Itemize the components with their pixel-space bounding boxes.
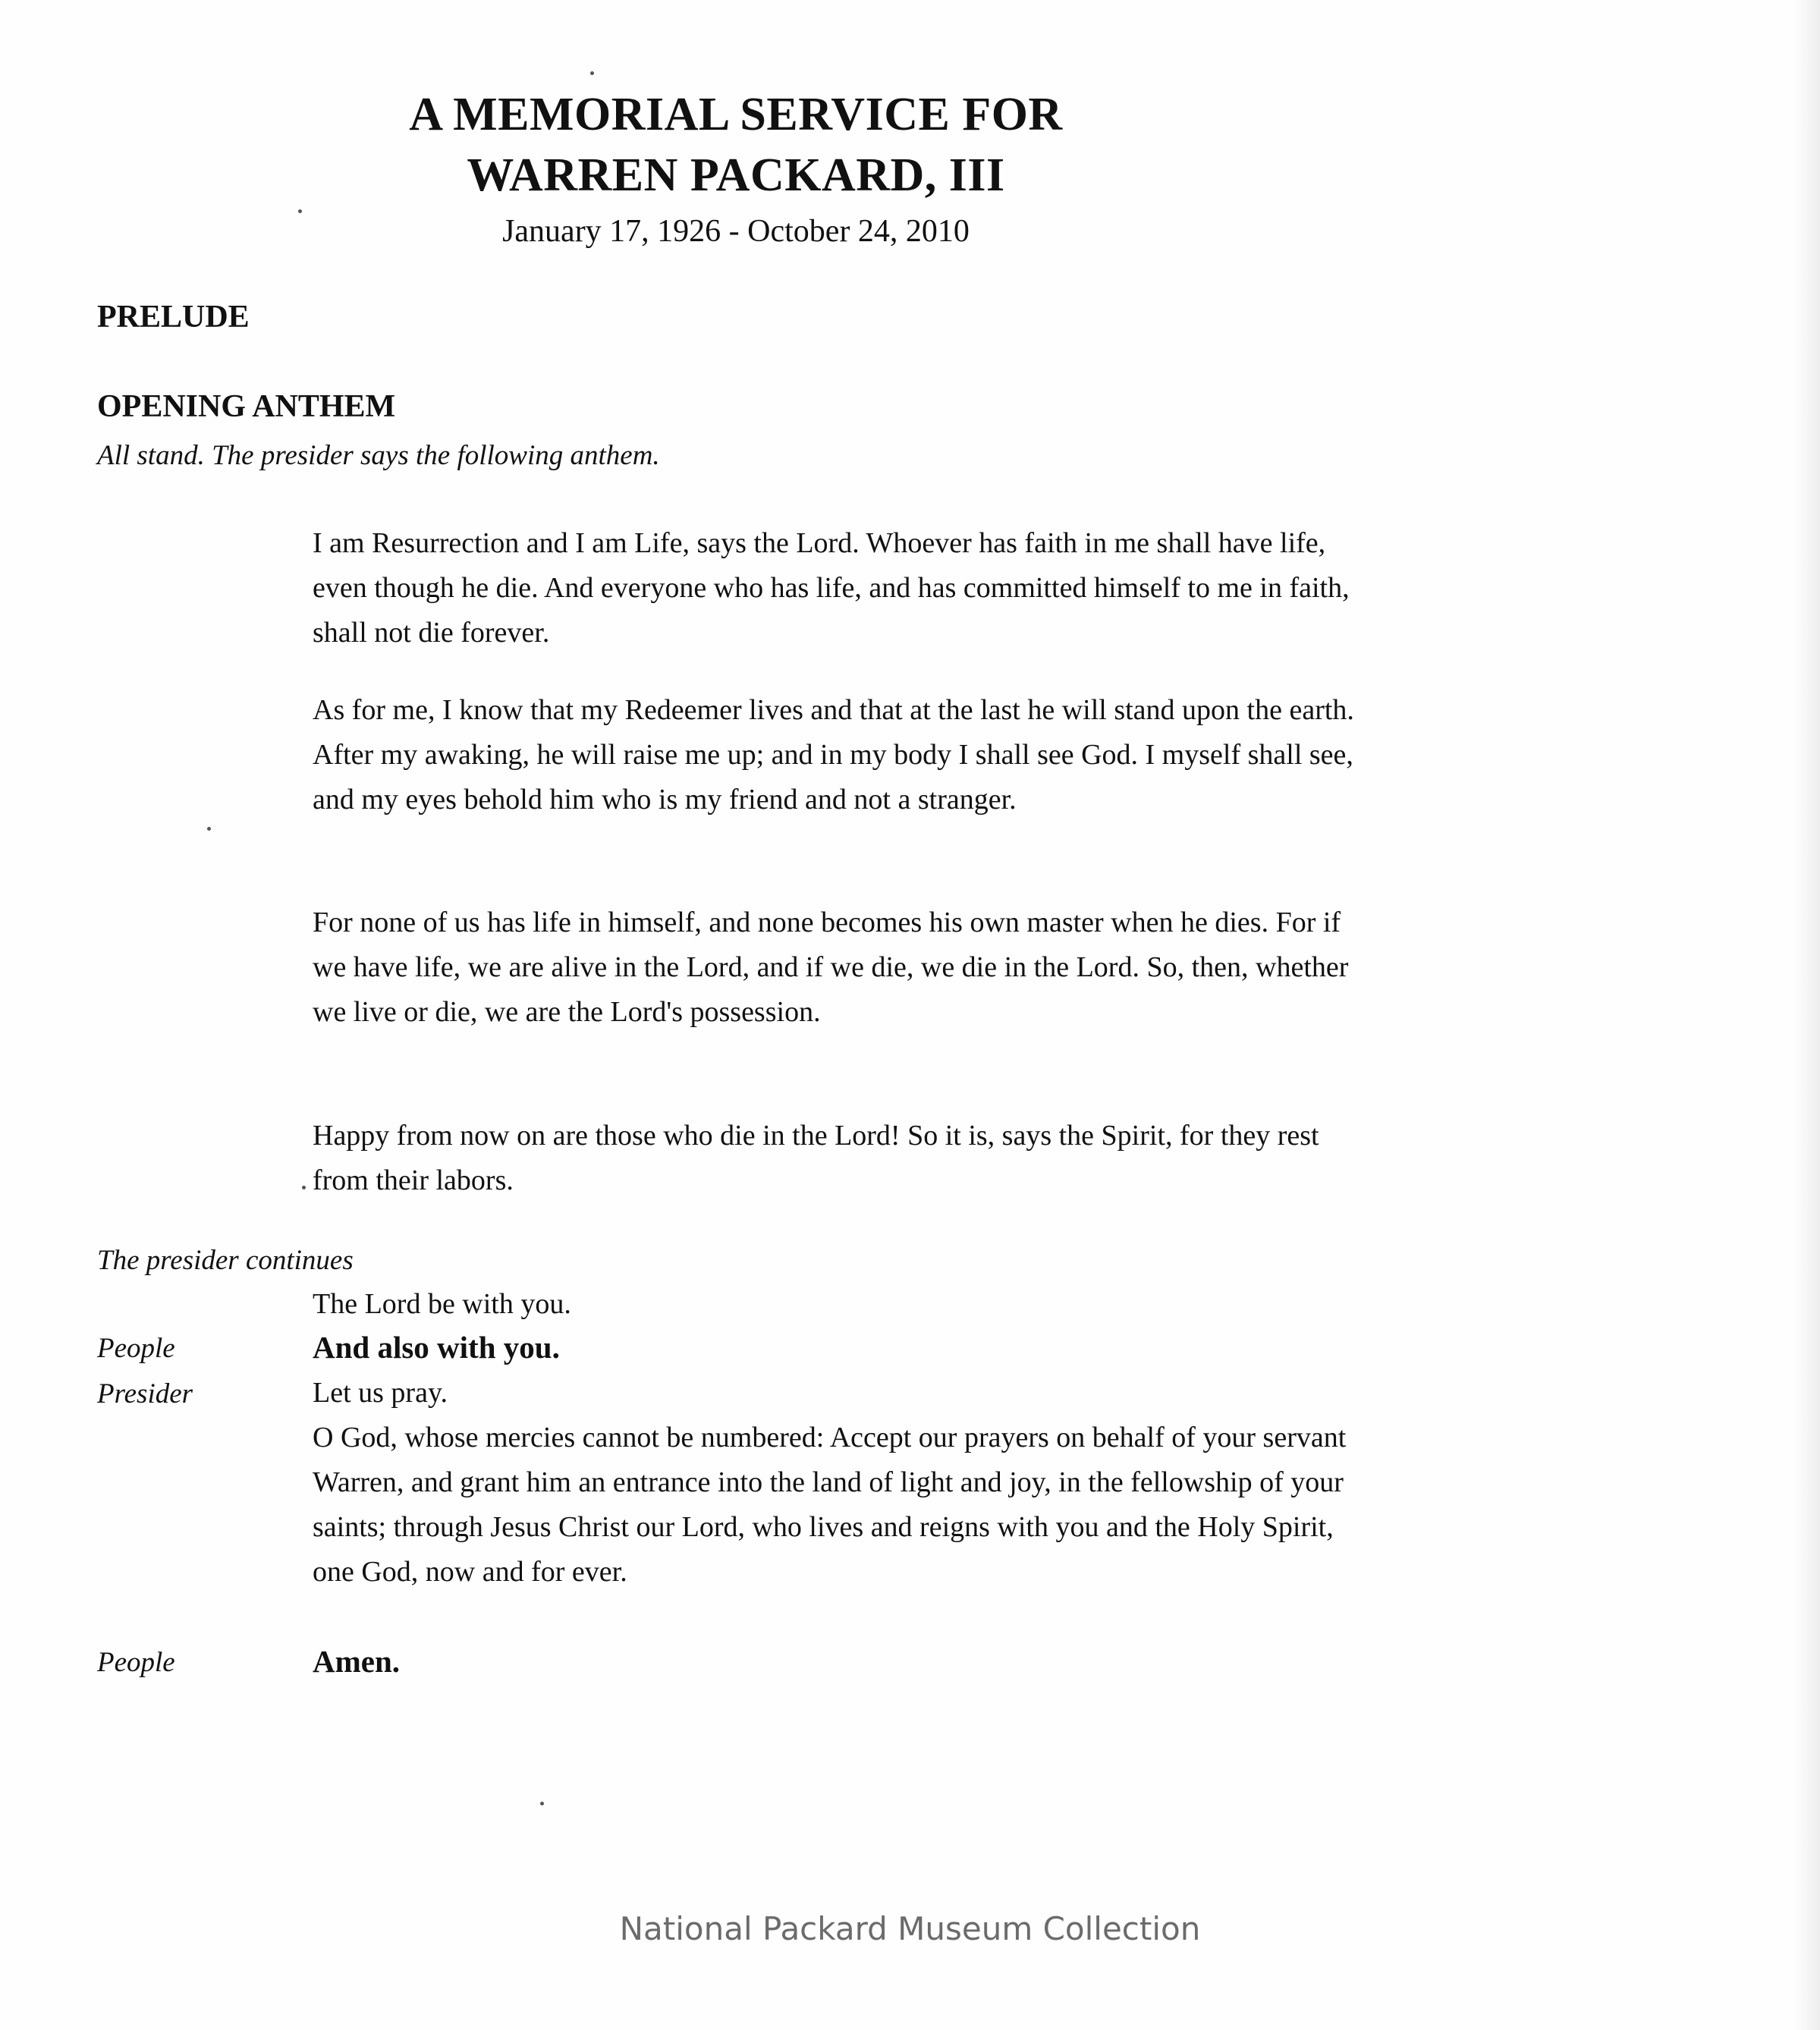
people-label: People (97, 1647, 175, 1678)
prelude-heading: PRELUDE (97, 300, 250, 335)
prayer-text: O God, whose mercies cannot be numbered: Accept our prayers on behalf of your servant Warren, and grant him an entrance into the land of light and joy, in the fellowship of your saints; through Jesus Christ our Lord, who lives and reigns with you and the Holy Spirit, one God, now and for ever. (313, 1422, 1347, 1588)
presider-invitation: Let us pray. (313, 1377, 448, 1409)
collection-credit: National Packard Museum Collection (619, 1910, 1201, 1947)
title-line-1: A MEMORIAL SERVICE FOR (409, 89, 1063, 140)
presider-greeting: The Lord be with you. (313, 1288, 571, 1320)
scan-speck (298, 209, 302, 213)
presider-continues-instruction: The presider continues (97, 1245, 354, 1276)
people-label: People (97, 1333, 175, 1364)
presider-label: Presider (97, 1378, 193, 1409)
anthem-instruction: All stand. The presider says the following anthem. (97, 440, 660, 471)
anthem-paragraph-3: For none of us has life in himself, and none becomes his own master when he dies. For if we have life, we are alive in the Lord, and if we die, we die in the Lord. So, then, whether we live or die, we are the Lord's possession. (313, 907, 1349, 1028)
opening-anthem-heading: OPENING ANTHEM (97, 389, 396, 424)
amen-response: Amen. (313, 1644, 401, 1679)
scan-speck (302, 1186, 306, 1189)
scan-speck (540, 1802, 544, 1805)
life-dates: January 17, 1926 - October 24, 2010 (502, 214, 970, 249)
anthem-paragraph-4: Happy from now on are those who die in the Lord! So it is, says the Spirit, for they rest from their labors. (313, 1120, 1319, 1196)
anthem-paragraph-1: I am Resurrection and I am Life, says the Lord. Whoever has faith in me shall have life, even though he die. And everyone who has life, and has committed himself to me in faith, shall not die forever. (313, 527, 1350, 649)
scan-speck (590, 71, 594, 75)
anthem-paragraph-2: As for me, I know that my Redeemer lives and that at the last he will stand upon the earth. After my awaking, he will raise me up; and in my body I shall see God. I myself shall see, and my eyes behold him who is my friend and not a stranger. (313, 694, 1354, 815)
title-line-2: WARREN PACKARD, III (467, 149, 1005, 201)
page-edge-shadow (1793, 0, 1820, 2030)
people-response: And also with you. (313, 1330, 560, 1365)
scan-speck (207, 827, 211, 831)
